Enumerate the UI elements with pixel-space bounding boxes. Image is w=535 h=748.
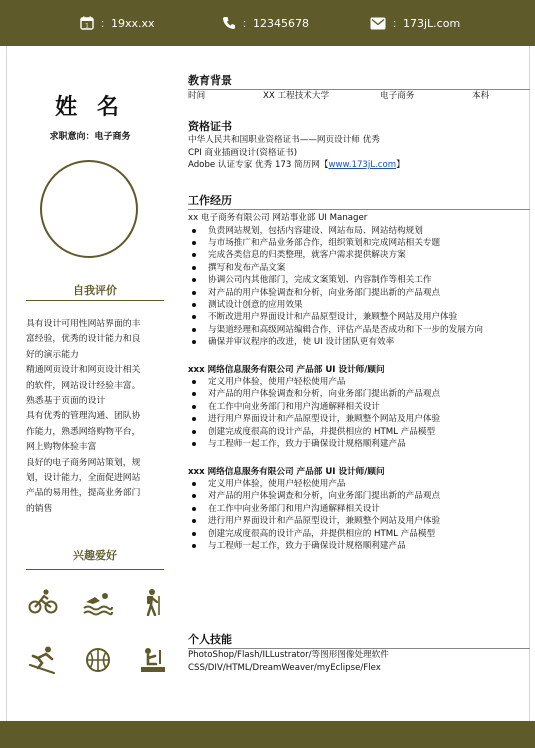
job-duty-item: 不断改进用户界面设计和产品原型设计，兼顾整个网站及用户体验 (188, 311, 532, 323)
job-duty-item: 撰写和发布产品文案 (188, 262, 532, 274)
job-duty-item: 对产品的用户体验调查和分析，向业务部门提出新的产品观点 (188, 388, 532, 400)
skiing-icon (28, 646, 58, 674)
email-contact (370, 14, 460, 32)
certificate-item: 中华人民共和国职业资格证书——网页设计师 优秀 (188, 135, 380, 145)
job-duties-list (188, 478, 532, 552)
cycling-icon (28, 588, 58, 616)
job-duty-item: 协调公司内其他部门，完成文案策划、内容制作等相关工作 (188, 274, 532, 286)
job-duties-list (188, 376, 532, 450)
job-duty-item: 与渠道经理和高级网站编辑合作，评估产品是否成功和下一步的发展方向 (188, 324, 532, 336)
footer-bar (0, 721, 535, 748)
self-evaluation-line: 网上购物体验丰富 (26, 442, 97, 453)
self-evaluation-text (26, 317, 162, 517)
svg-text:1: 1 (85, 22, 89, 30)
self-evaluation-line: 良好的电子商务网站策划，规 (26, 457, 141, 468)
skills-title: 个人技能 (188, 633, 232, 646)
birthday-text: ：19xx.xx (100, 17, 155, 30)
job-header: xx 电子商务有限公司 网站事业部 UI Manager (188, 213, 368, 223)
basketball-icon (83, 646, 113, 674)
self-evaluation-line: 划，设计能力，全面促进网站 (26, 473, 141, 484)
mail-icon (370, 17, 386, 30)
education-time: 时间 (188, 91, 206, 101)
phone-contact (222, 14, 309, 32)
email-text: ：173jL.com (392, 17, 461, 30)
candidate-name: 姓 名 (55, 95, 125, 120)
job-duty-item: 进行用户界面设计和产品原型设计，兼顾整个网站及用户体验 (188, 413, 532, 425)
experience-title: 工作经历 (188, 194, 232, 207)
self-evaluation-line: 产品的易用性，提高业务部门 (26, 488, 141, 499)
job-duty-item: 对产品的用户体验调查和分析，向业务部门提出新的产品观点 (188, 490, 532, 502)
job-duty-item: 对产品的用户体验调查和分析，向业务部门提出新的产品观点 (188, 287, 532, 299)
job-duty-item: 定义用户体验，使用户轻松使用产品 (188, 478, 532, 490)
job-header: xxx 网络信息服务有限公司 产品部 UI 设计师/顾问 (188, 364, 385, 375)
job-duty-item: 在工作中向业务部门和用户沟通解释相关设计 (188, 503, 532, 515)
photo-placeholder (40, 160, 138, 258)
self-evaluation-line: 具有设计可用性网站界面的丰 (26, 319, 141, 329)
skill-item: CSS/DIV/HTML/DreamWeaver/myEclipse/Flex (188, 662, 381, 673)
hobbies-title: 兴趣爱好 (73, 549, 117, 562)
left-border (6, 46, 7, 721)
education-degree: 本科 (472, 91, 490, 101)
experience-divider (188, 209, 530, 210)
self-evaluation-line: 熟悉基于页面的设计 (26, 396, 106, 407)
hobbies-divider (26, 569, 164, 570)
job-duty-item: 进行用户界面设计和产品原型设计，兼顾整个网站及用户体验 (188, 515, 532, 527)
job-duty-item: 与工程师一起工作，致力于确保设计规格顺利建产品 (188, 438, 532, 450)
birthday-contact (80, 14, 155, 32)
self-evaluation-divider (26, 300, 164, 301)
job-duty-item: 与工程师一起工作，致力于确保设计规格顺利建产品 (188, 540, 532, 552)
phone-icon (222, 16, 236, 30)
skills-section (188, 631, 532, 674)
job-duty-item: 定义用户体验，使用户轻松使用产品 (188, 376, 532, 388)
self-evaluation-line: 作能力，熟悉网络购物平台， (26, 426, 141, 437)
certificates-title: 资格证书 (188, 120, 232, 133)
self-evaluation-line: 富经验，优秀的设计能力和良 (26, 334, 141, 345)
skill-item: PhotoShop/Flash/ILLustrator/等图形图像处理软件 (188, 650, 389, 660)
phone-text: ：12345678 (242, 17, 309, 30)
job-intent: 求职意向：电子商务 (49, 132, 131, 142)
self-evaluation-line: 具有优秀的管理沟通、团队协 (26, 411, 141, 422)
certificate-item: CPI 商业插画设计(资格证书) (188, 147, 298, 158)
job-duty-item: 在工作中向业务部门和用户沟通解释相关设计 (188, 401, 532, 413)
certificates-section (188, 118, 532, 172)
experience-section (188, 192, 532, 552)
job-duty-item: 与市场推广和产品业务部合作，组织策划和完成网站相关专题 (188, 237, 532, 249)
job-duty-item: 测试设计创意的应用效果 (188, 299, 532, 311)
job-header: xxx 网络信息服务有限公司 产品部 UI 设计师/顾问 (188, 466, 385, 477)
self-evaluation-line: 的软件，网站设计经验丰富。 (26, 380, 141, 391)
certificate-item: Adobe 认证专家 优秀 173 简历网【www.173jL.com】 (188, 160, 405, 170)
education-major: 电子商务 (380, 91, 415, 101)
hiking-icon (138, 588, 168, 616)
job-duty-item: 创建完成度很高的设计产品，并提供相应的 HTML 产品模型 (188, 528, 532, 540)
education-row (188, 90, 532, 102)
fitness-icon (138, 646, 168, 674)
self-evaluation-line: 好的演示能力 (26, 349, 79, 360)
job-duty-item: 完成各类信息的归类整理，就客户需求提供解决方案 (188, 249, 532, 261)
website-link[interactable]: www.173jL.com (328, 160, 397, 170)
job-duty-item: 确保并审议程序的改进，使 UI 设计团队更有效率 (188, 336, 532, 348)
education-title: 教育背景 (188, 74, 232, 87)
swimming-icon (83, 588, 113, 616)
contact-bar (0, 0, 535, 46)
job-duty-item: 创建完成度很高的设计产品，并提供相应的 HTML 产品模型 (188, 426, 532, 438)
self-evaluation-line: 的销售 (26, 503, 53, 514)
self-evaluation-title: 自我评价 (73, 284, 117, 297)
calendar-icon (80, 16, 94, 30)
self-evaluation-line: 精通网页设计和网页设计相关 (26, 365, 141, 376)
job-duty-item: 负责网站规划，包括内容建设、网站布局、网站结构规划 (188, 225, 532, 237)
job-duties-list (188, 225, 532, 349)
education-section (188, 72, 532, 102)
education-school: XX 工程技术大学 (263, 91, 330, 101)
